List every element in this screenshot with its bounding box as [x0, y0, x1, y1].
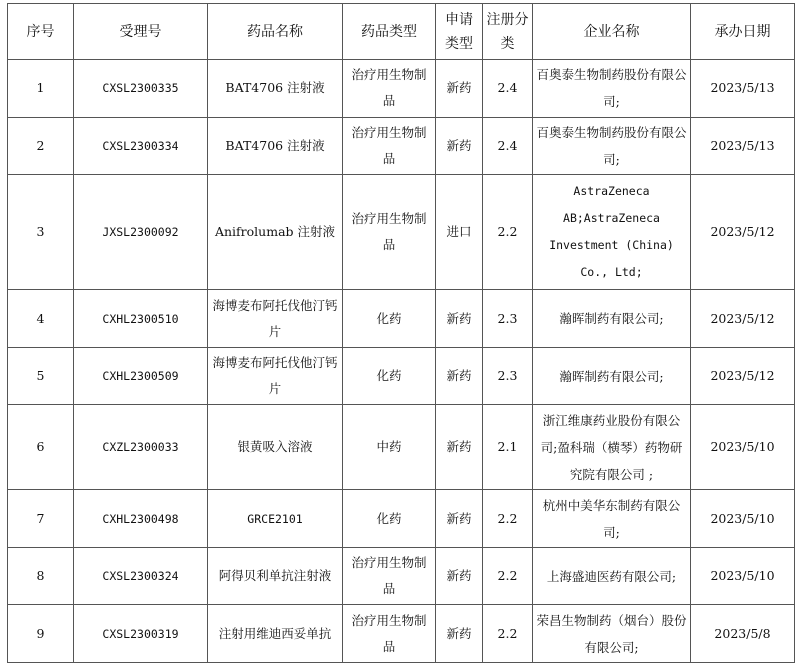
- cell-drug-name: 银黄吸入溶液: [208, 405, 343, 490]
- cell-drug-type: 治疗用生物制品: [343, 605, 436, 663]
- cell-drug-name: 阿得贝利单抗注射液: [208, 547, 343, 605]
- cell-acceptance-no: CXSL2300324: [74, 547, 208, 605]
- cell-drug-name: Anifrolumab 注射液: [208, 175, 343, 290]
- cell-drug-type: 中药: [343, 405, 436, 490]
- table-row: [8, 290, 795, 348]
- cell-application-type: 新药: [436, 605, 483, 663]
- cell-index: 4: [8, 290, 74, 348]
- cell-application-type: 新药: [436, 547, 483, 605]
- cell-company: AstraZeneca AB;AstraZeneca Investment (China) Co., Ltd;: [533, 175, 691, 290]
- header-date: 承办日期: [691, 4, 795, 60]
- cell-registration-class: 2.4: [483, 117, 533, 175]
- cell-index: 1: [8, 60, 74, 118]
- cell-index: 5: [8, 347, 74, 405]
- cell-acceptance-no: CXSL2300335: [74, 60, 208, 118]
- cell-company: 上海盛迪医药有限公司;: [533, 547, 691, 605]
- cell-drug-name: BAT4706 注射液: [208, 60, 343, 118]
- cell-registration-class: 2.2: [483, 490, 533, 548]
- cell-registration-class: 2.2: [483, 547, 533, 605]
- cell-registration-class: 2.4: [483, 60, 533, 118]
- cell-application-type: 新药: [436, 347, 483, 405]
- cell-registration-class: 2.3: [483, 347, 533, 405]
- cell-application-type: 新药: [436, 117, 483, 175]
- cell-acceptance-no: CXSL2300319: [74, 605, 208, 663]
- cell-registration-class: 2.1: [483, 405, 533, 490]
- drug-approval-table: [7, 3, 795, 663]
- cell-acceptance-no: CXHL2300498: [74, 490, 208, 548]
- header-acceptance-no: 受理号: [74, 4, 208, 60]
- cell-date: 2023/5/8: [691, 605, 795, 663]
- cell-index: 7: [8, 490, 74, 548]
- cell-date: 2023/5/12: [691, 290, 795, 348]
- header-drug-type: 药品类型: [343, 4, 436, 60]
- cell-acceptance-no: CXZL2300033: [74, 405, 208, 490]
- cell-drug-name: 海博麦布阿托伐他汀钙片: [208, 290, 343, 348]
- cell-application-type: 新药: [436, 290, 483, 348]
- cell-company: 瀚晖制药有限公司;: [533, 290, 691, 348]
- header-company: 企业名称: [533, 4, 691, 60]
- cell-index: 8: [8, 547, 74, 605]
- cell-application-type: 新药: [436, 405, 483, 490]
- header-drug-name: 药品名称: [208, 4, 343, 60]
- cell-date: 2023/5/12: [691, 347, 795, 405]
- table-row: [8, 405, 795, 490]
- cell-company: 百奥泰生物制药股份有限公司;: [533, 117, 691, 175]
- cell-drug-name: BAT4706 注射液: [208, 117, 343, 175]
- cell-acceptance-no: CXSL2300334: [74, 117, 208, 175]
- cell-registration-class: 2.2: [483, 605, 533, 663]
- header-index: 序号: [8, 4, 74, 60]
- cell-acceptance-no: JXSL2300092: [74, 175, 208, 290]
- table-row: [8, 347, 795, 405]
- cell-drug-name: 海博麦布阿托伐他汀钙片: [208, 347, 343, 405]
- cell-acceptance-no: CXHL2300510: [74, 290, 208, 348]
- header-registration-class: 注册分类: [483, 4, 533, 60]
- cell-index: 2: [8, 117, 74, 175]
- cell-index: 3: [8, 175, 74, 290]
- table-row: [8, 117, 795, 175]
- cell-date: 2023/5/10: [691, 547, 795, 605]
- cell-drug-type: 治疗用生物制品: [343, 175, 436, 290]
- cell-company: 百奥泰生物制药股份有限公司;: [533, 60, 691, 118]
- cell-date: 2023/5/13: [691, 60, 795, 118]
- cell-acceptance-no: CXHL2300509: [74, 347, 208, 405]
- cell-company: 浙江维康药业股份有限公司;盈科瑞（横琴）药物研究院有限公司 ;: [533, 405, 691, 490]
- cell-application-type: 新药: [436, 490, 483, 548]
- cell-date: 2023/5/10: [691, 490, 795, 548]
- cell-registration-class: 2.2: [483, 175, 533, 290]
- cell-company: 瀚晖制药有限公司;: [533, 347, 691, 405]
- cell-drug-type: 治疗用生物制品: [343, 547, 436, 605]
- cell-date: 2023/5/12: [691, 175, 795, 290]
- cell-company: 杭州中美华东制药有限公司;: [533, 490, 691, 548]
- cell-drug-type: 化药: [343, 290, 436, 348]
- cell-drug-name: 注射用维迪西妥单抗: [208, 605, 343, 663]
- cell-date: 2023/5/10: [691, 405, 795, 490]
- cell-application-type: 进口: [436, 175, 483, 290]
- header-application-type: 申请类型: [436, 4, 483, 60]
- cell-drug-name: GRCE2101: [208, 490, 343, 548]
- cell-company: 荣昌生物制药（烟台）股份有限公司;: [533, 605, 691, 663]
- table-row: [8, 60, 795, 118]
- table-row: [8, 605, 795, 663]
- header-row: [8, 4, 795, 60]
- cell-date: 2023/5/13: [691, 117, 795, 175]
- table-row: [8, 547, 795, 605]
- cell-drug-type: 化药: [343, 490, 436, 548]
- cell-drug-type: 治疗用生物制品: [343, 117, 436, 175]
- cell-drug-type: 治疗用生物制品: [343, 60, 436, 118]
- cell-index: 9: [8, 605, 74, 663]
- cell-application-type: 新药: [436, 60, 483, 118]
- table-row: [8, 490, 795, 548]
- cell-index: 6: [8, 405, 74, 490]
- cell-registration-class: 2.3: [483, 290, 533, 348]
- table-row: [8, 175, 795, 290]
- cell-drug-type: 化药: [343, 347, 436, 405]
